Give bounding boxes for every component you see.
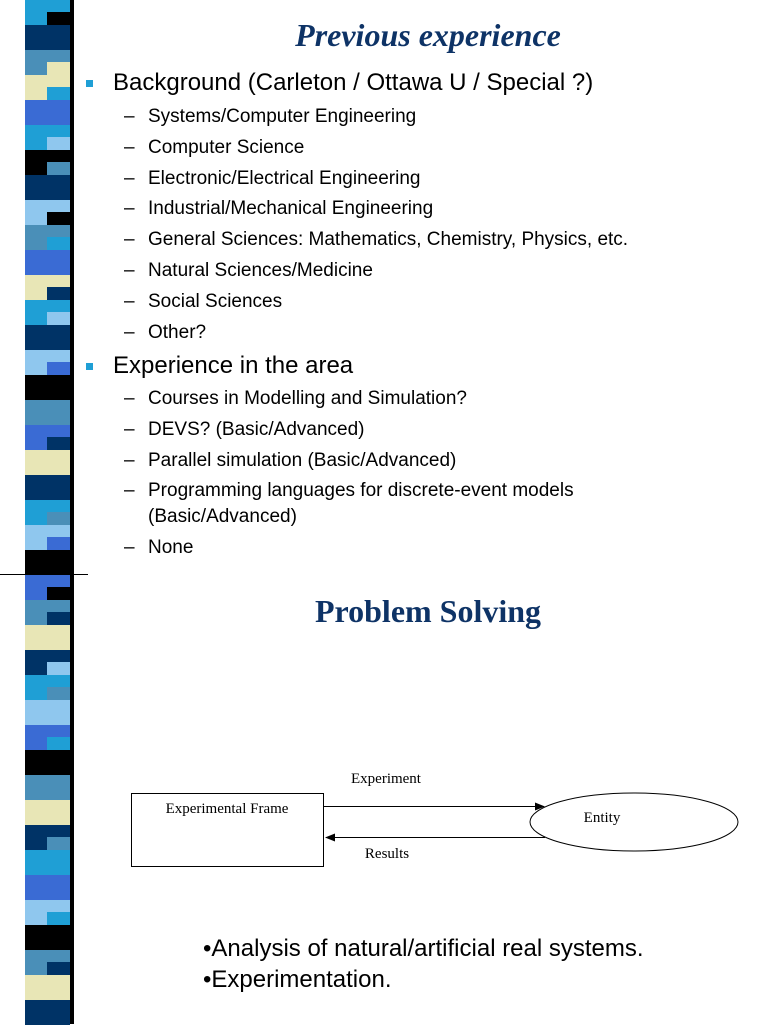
list-item: – Systems/Computer Engineering	[124, 106, 417, 127]
list-item: – Other?	[124, 321, 207, 343]
experience-list	[124, 386, 664, 566]
bullet-background	[86, 69, 593, 97]
stripe-block	[25, 100, 70, 125]
problem-solving-bullets	[203, 933, 644, 995]
background-list	[124, 104, 628, 350]
slide-title-problem-solving: Problem Solving	[314, 593, 542, 629]
list-item: – Parallel simulation (Basic/Advanced)	[124, 449, 457, 471]
stripe-block	[25, 550, 70, 575]
list-item: – DEVS? (Basic/Advanced)	[124, 418, 365, 440]
slide-title-previous-experience: Previous experience	[295, 17, 561, 53]
stripe-block	[25, 1000, 70, 1025]
list-item: – Courses in Modelling and Simulation?	[124, 388, 467, 409]
list-item: – General Sciences: Mathematics, Chemistry, Physics, etc.	[124, 229, 629, 251]
list-item: – Computer Science	[124, 136, 305, 158]
experimental-frame-diagram	[0, 760, 768, 890]
bullet-heading: Background (Carleton / Ottawa U / Special ?)	[113, 69, 594, 96]
stripe-block	[25, 700, 70, 725]
stripe-block	[25, 325, 70, 350]
square-bullet-icon	[86, 80, 93, 87]
results-label: Results	[364, 846, 410, 862]
entity-label: Entity	[583, 810, 621, 826]
list-item: – Programming languages for discrete-event models (Basic/Advanced)	[124, 480, 574, 528]
list-item: – Industrial/Mechanical Engineering	[124, 198, 434, 220]
entity-ellipse	[530, 793, 738, 851]
bullet-experience	[86, 352, 353, 380]
list-item: – Natural Sciences/Medicine	[124, 259, 373, 281]
slide-divider	[0, 574, 88, 575]
frame-label: Experimental Frame	[165, 801, 289, 817]
square-bullet-icon	[86, 363, 93, 370]
bullet-experimentation: •Experimentation.	[203, 966, 392, 993]
stripe-block	[25, 175, 70, 200]
list-item: – Electronic/Electrical Engineering	[124, 167, 421, 189]
list-item: – Social Sciences	[124, 290, 283, 312]
bullet-analysis: •Analysis of natural/artificial real systems.	[203, 935, 644, 962]
list-item: – None	[124, 537, 194, 559]
stripe-block	[25, 400, 70, 425]
stripe-block	[25, 475, 70, 500]
stripe-block	[25, 925, 70, 950]
stripe-block	[25, 250, 70, 275]
experiment-label: Experiment	[351, 771, 421, 787]
bullet-heading: Experience in the area	[113, 352, 354, 379]
